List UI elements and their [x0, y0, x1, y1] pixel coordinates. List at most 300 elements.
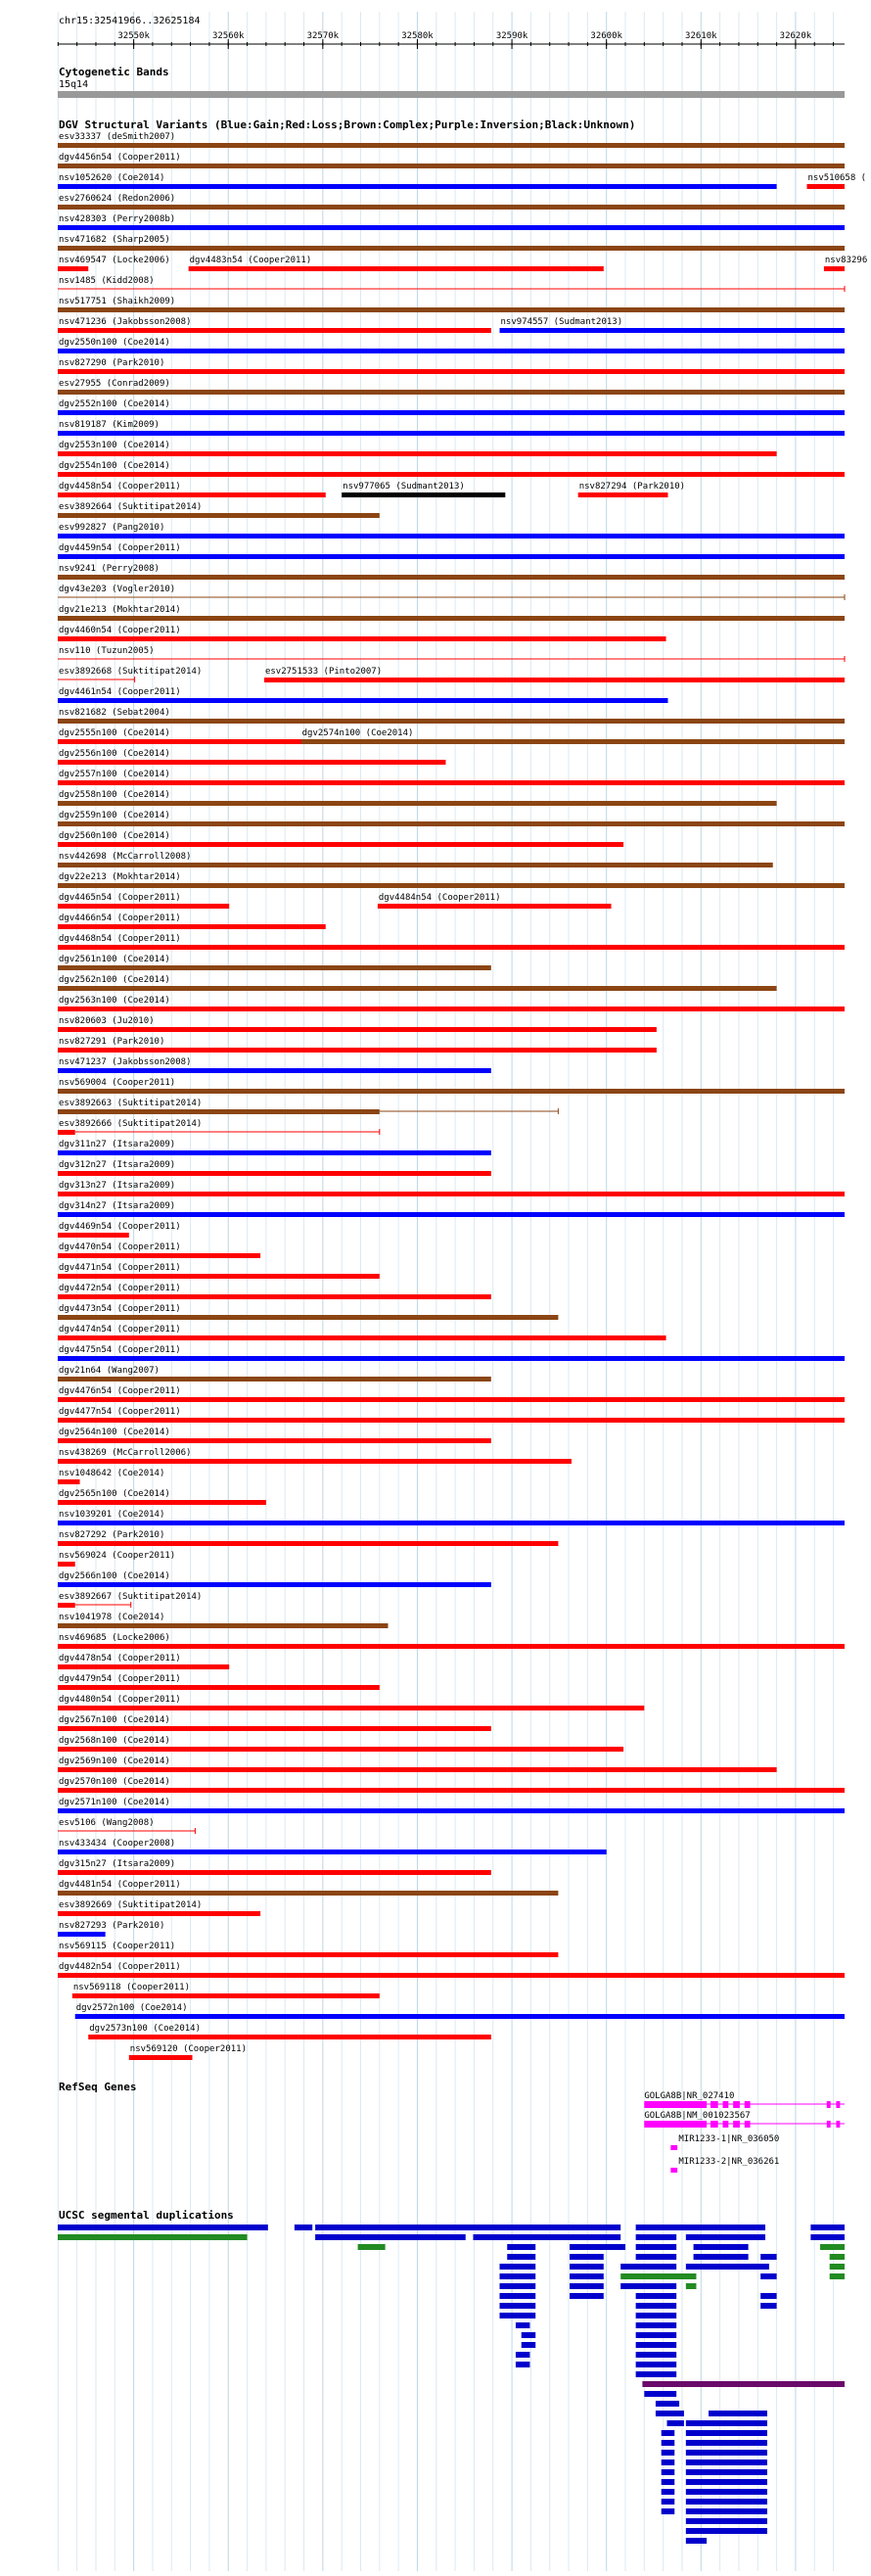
segdup-block[interactable]	[636, 2352, 677, 2358]
variant-bar[interactable]	[58, 1438, 491, 1443]
segdup-block[interactable]	[686, 2420, 767, 2426]
segdup-block[interactable]	[830, 2273, 845, 2279]
variant-label: dgv4482n54 (Cooper2011)	[59, 1962, 181, 1972]
variant-bar[interactable]	[58, 1007, 845, 1011]
segdup-block[interactable]	[686, 2518, 767, 2524]
variant-bar[interactable]	[58, 534, 845, 539]
variant-bar[interactable]	[58, 883, 845, 888]
variant-label: dgv2567n100 (Coe2014)	[59, 1715, 170, 1725]
cytoband-ideogram[interactable]	[58, 91, 845, 98]
segdup-block[interactable]	[662, 2508, 675, 2514]
variant-bar[interactable]	[58, 1459, 572, 1464]
refseq-track-title: RefSeq Genes	[59, 2081, 137, 2093]
variant-bar[interactable]	[58, 492, 326, 497]
variant-label: nsv827292 (Park2010)	[59, 1530, 165, 1540]
segdup-block[interactable]	[686, 2528, 767, 2534]
variant-bar[interactable]	[58, 842, 623, 847]
variant-bar[interactable]	[58, 1582, 491, 1587]
variant-bar[interactable]	[58, 1130, 75, 1135]
segdup-block[interactable]	[636, 2322, 677, 2328]
segdup-block[interactable]	[662, 2469, 675, 2475]
gene-exon[interactable]	[733, 2121, 740, 2128]
variant-bar[interactable]	[58, 1294, 491, 1299]
variant-bar[interactable]	[58, 246, 845, 251]
variant-bar[interactable]	[58, 1521, 845, 1525]
variant-bar[interactable]	[58, 1685, 380, 1690]
gene-exon[interactable]	[644, 2121, 707, 2128]
variant-bar[interactable]	[342, 492, 505, 497]
variant-label: dgv4483n54 (Cooper2011)	[189, 256, 312, 265]
variant-bar[interactable]	[58, 1870, 491, 1875]
variant-label: dgv2573n100 (Coe2014)	[89, 2024, 202, 2034]
variant-bar[interactable]	[58, 1562, 75, 1567]
ruler-tick-label: 32550k	[117, 31, 150, 41]
variant-bar[interactable]	[58, 863, 773, 867]
variant-label: dgv4481n54 (Cooper2011)	[59, 1880, 181, 1890]
gene-exon[interactable]	[836, 2121, 840, 2128]
segdup-block[interactable]	[709, 2411, 767, 2416]
segdup-block[interactable]	[507, 2244, 535, 2250]
variant-label: dgv2555n100 (Coe2014)	[59, 728, 170, 738]
segdup-block[interactable]	[686, 2469, 767, 2475]
variant-label: dgv2566n100 (Coe2014)	[59, 1571, 170, 1581]
ruler-tick-label: 32560k	[211, 31, 245, 41]
variant-label: dgv4473n54 (Cooper2011)	[59, 1304, 181, 1314]
ruler-tick-label: 32620k	[779, 31, 812, 41]
segdup-block[interactable]	[358, 2244, 386, 2250]
segdup-block[interactable]	[473, 2234, 620, 2240]
variant-label: dgv2554n100 (Coe2014)	[59, 461, 170, 471]
variant-bar[interactable]	[58, 1109, 380, 1114]
variant-label: dgv2564n100 (Coe2014)	[59, 1428, 170, 1437]
variant-label: esv27955 (Conrad2009)	[59, 379, 170, 389]
variant-label: nsv471682 (Sharp2005)	[59, 235, 170, 245]
segdup-block[interactable]	[810, 2234, 845, 2240]
variant-label: dgv4474n54 (Cooper2011)	[59, 1325, 181, 1335]
segdup-block[interactable]	[58, 2234, 248, 2240]
variant-label: dgv2557n100 (Coe2014)	[59, 770, 170, 779]
segdup-block[interactable]	[662, 2479, 675, 2485]
gene-label: GOLGA8B|NM_001023567	[644, 2111, 751, 2121]
segdup-block[interactable]	[694, 2254, 749, 2260]
variant-bar[interactable]	[58, 1747, 623, 1752]
variant-bar[interactable]	[58, 1952, 558, 1957]
variant-bar[interactable]	[58, 965, 491, 970]
segdup-block[interactable]	[686, 2459, 767, 2465]
variant-bar[interactable]	[58, 1253, 260, 1258]
variant-label: dgv22e213 (Mokhtar2014)	[59, 872, 181, 882]
variant-bar[interactable]	[58, 1397, 845, 1402]
variant-bar[interactable]	[58, 1664, 229, 1669]
variant-label: dgv2572n100 (Coe2014)	[75, 2003, 188, 2013]
variant-bar[interactable]	[58, 410, 845, 415]
variant-label: nsv977065 (Sudmant2013)	[343, 482, 465, 492]
segdup-block[interactable]	[500, 2303, 536, 2309]
segdup-block[interactable]	[636, 2371, 677, 2377]
gene-exon[interactable]	[711, 2101, 718, 2108]
variant-bar[interactable]	[58, 1808, 845, 1813]
segdup-block[interactable]	[830, 2254, 845, 2260]
segdup-block[interactable]	[295, 2225, 312, 2230]
segdup-block[interactable]	[662, 2459, 675, 2465]
variant-bar[interactable]	[58, 924, 326, 929]
segdup-block[interactable]	[686, 2283, 697, 2289]
segdup-block[interactable]	[620, 2273, 696, 2279]
variant-bar[interactable]	[58, 1212, 845, 1217]
variant-label: nsv974557 (Sudmant2013)	[500, 317, 623, 327]
variant-label: nsv9241 (Perry2008)	[59, 564, 160, 574]
segdup-block[interactable]	[570, 2244, 625, 2250]
variant-bar[interactable]	[578, 492, 668, 497]
gene-exon[interactable]	[711, 2121, 718, 2128]
segdup-block[interactable]	[522, 2332, 535, 2338]
variant-label: esv3892663 (Suktitipat2014)	[59, 1099, 203, 1108]
variant-label: dgv2568n100 (Coe2014)	[59, 1736, 170, 1746]
variant-label: nsv442698 (McCarroll2008)	[59, 852, 192, 862]
segdup-block[interactable]	[644, 2391, 676, 2397]
variant-bar[interactable]	[58, 1418, 845, 1423]
segdup-block[interactable]	[570, 2273, 604, 2279]
variant-label: esv992827 (Pang2010)	[59, 523, 165, 533]
variant-label: nsv827293 (Park2010)	[59, 1921, 165, 1931]
variant-bar[interactable]	[58, 1500, 266, 1505]
variant-bar[interactable]	[58, 636, 666, 641]
variant-bar[interactable]	[58, 451, 777, 456]
variant-bar[interactable]	[58, 780, 845, 785]
variant-label: dgv2562n100 (Coe2014)	[59, 975, 170, 985]
variant-label: dgv4468n54 (Cooper2011)	[59, 934, 181, 944]
variant-label: dgv2565n100 (Coe2014)	[59, 1489, 170, 1499]
variant-label: nsv469547 (Locke2006)	[59, 256, 170, 265]
variant-label: dgv4484n54 (Cooper2011)	[378, 893, 501, 903]
variant-label: dgv311n27 (Itsara2009)	[59, 1140, 176, 1149]
segdup-block[interactable]	[522, 2342, 535, 2348]
variant-bar[interactable]	[58, 1850, 607, 1854]
segdup-block[interactable]	[570, 2293, 604, 2299]
segdup-block[interactable]	[636, 2244, 677, 2250]
variant-label: dgv2569n100 (Coe2014)	[59, 1756, 170, 1766]
variant-label: nsv569024 (Cooper2011)	[59, 1551, 176, 1561]
variant-label: dgv4460n54 (Cooper2011)	[59, 626, 181, 635]
variant-bar[interactable]	[301, 739, 845, 744]
variant-label: esv3892664 (Suktitipat2014)	[59, 502, 203, 512]
variant-bar[interactable]	[58, 1048, 657, 1053]
variant-bar[interactable]	[58, 1068, 491, 1073]
variant-bar[interactable]	[88, 2035, 491, 2039]
variant-bar[interactable]	[58, 143, 845, 148]
variant-label: nsv569120 (Cooper2011)	[129, 2044, 248, 2054]
segdup-block[interactable]	[662, 2499, 675, 2505]
segdup-block[interactable]	[500, 2264, 536, 2270]
segdup-block[interactable]	[636, 2332, 677, 2338]
variant-label: dgv4472n54 (Cooper2011)	[59, 1284, 181, 1293]
variant-bar[interactable]	[58, 719, 845, 724]
variant-bar[interactable]	[58, 1233, 129, 1238]
variant-label: dgv314n27 (Itsara2009)	[59, 1201, 176, 1211]
gene-exon[interactable]	[836, 2101, 840, 2108]
segdup-block[interactable]	[636, 2254, 677, 2260]
variant-label: esv3892667 (Suktitipat2014)	[59, 1592, 203, 1602]
segdup-block[interactable]	[760, 2293, 776, 2299]
segdup-block[interactable]	[760, 2254, 776, 2260]
segdup-block[interactable]	[570, 2283, 604, 2289]
variant-label: nsv819187 (Kim2009)	[59, 420, 160, 430]
segdup-block[interactable]	[315, 2225, 620, 2230]
variant-bar[interactable]	[58, 225, 845, 230]
variant-label: dgv21n64 (Wang2007)	[59, 1366, 160, 1376]
gene-exon[interactable]	[827, 2101, 831, 2108]
gene-exon[interactable]	[827, 2121, 831, 2128]
variant-label: nsv83296	[824, 256, 868, 265]
variant-bar[interactable]	[58, 349, 845, 353]
gene-exon[interactable]	[723, 2101, 729, 2108]
mirna-gene-bar[interactable]	[670, 2168, 677, 2173]
segdup-block[interactable]	[656, 2401, 679, 2407]
ruler-tick-label: 32600k	[590, 31, 622, 41]
variant-label: dgv4476n54 (Cooper2011)	[59, 1386, 181, 1396]
variant-bar[interactable]	[58, 390, 845, 395]
variant-bar[interactable]	[500, 328, 845, 333]
variant-bar[interactable]	[58, 328, 491, 333]
variant-label: nsv827291 (Park2010)	[59, 1037, 165, 1047]
segdup-block[interactable]	[642, 2381, 845, 2387]
segdup-block[interactable]	[760, 2303, 776, 2309]
segdup-block[interactable]	[667, 2420, 684, 2426]
segdup-block[interactable]	[686, 2430, 767, 2436]
variant-label: dgv315n27 (Itsara2009)	[59, 1859, 176, 1869]
variant-bar[interactable]	[189, 266, 604, 271]
variant-bar[interactable]	[58, 1150, 491, 1155]
variant-label: dgv2550n100 (Coe2014)	[59, 338, 170, 348]
segdup-block[interactable]	[686, 2508, 767, 2514]
variant-bar[interactable]	[58, 513, 380, 518]
variant-label: dgv4477n54 (Cooper2011)	[59, 1407, 181, 1417]
variant-bar[interactable]	[58, 1479, 80, 1484]
variant-label: dgv4465n54 (Cooper2011)	[59, 893, 181, 903]
gene-label: GOLGA8B|NR_027410	[644, 2091, 735, 2101]
variant-bar[interactable]	[58, 1891, 558, 1896]
variant-bar[interactable]	[58, 307, 845, 312]
variant-bar[interactable]	[58, 1274, 380, 1279]
variant-bar[interactable]	[58, 1171, 491, 1176]
segdup-block[interactable]	[516, 2352, 529, 2358]
variant-label: dgv2574n100 (Coe2014)	[301, 728, 414, 738]
segdup-block[interactable]	[810, 2225, 845, 2230]
cytoband-label: 15q14	[59, 79, 89, 90]
segdup-block[interactable]	[662, 2489, 675, 2495]
segdup-block[interactable]	[620, 2283, 676, 2289]
variant-bar[interactable]	[58, 205, 845, 210]
variant-label: dgv43e203 (Vogler2010)	[59, 585, 176, 594]
variant-label: dgv4471n54 (Cooper2011)	[59, 1263, 181, 1273]
segdup-block[interactable]	[500, 2313, 536, 2318]
segmental-duplication-track[interactable]	[58, 2225, 845, 2544]
segdup-block[interactable]	[570, 2264, 604, 2270]
variant-bar[interactable]	[58, 575, 845, 580]
segdup-block[interactable]	[656, 2411, 684, 2416]
variant-label: esv33337 (deSmith2007)	[59, 132, 176, 142]
segdup-block[interactable]	[500, 2283, 536, 2289]
variant-label: dgv4478n54 (Cooper2011)	[59, 1654, 181, 1663]
variant-label: dgv2552n100 (Coe2014)	[59, 399, 170, 409]
variant-label: nsv569004 (Cooper2011)	[59, 1078, 176, 1088]
gene-exon[interactable]	[745, 2121, 751, 2128]
variant-bar[interactable]	[58, 1973, 845, 1978]
variant-label: dgv4466n54 (Cooper2011)	[59, 913, 181, 923]
variant-bar[interactable]	[58, 184, 777, 189]
segdup-block[interactable]	[830, 2264, 845, 2270]
variant-label: nsv820603 (Ju2010)	[59, 1016, 155, 1026]
segdup-block[interactable]	[636, 2303, 677, 2309]
variant-bar[interactable]	[58, 1644, 845, 1649]
gene-exon[interactable]	[723, 2121, 729, 2128]
gene-exon[interactable]	[745, 2101, 751, 2108]
variant-bar[interactable]	[378, 904, 612, 909]
variant-label: nsv1485 (Kidd2008)	[59, 276, 155, 286]
variant-label: nsv569115 (Cooper2011)	[59, 1942, 176, 1951]
variant-bar[interactable]	[58, 1089, 845, 1094]
segdup-block[interactable]	[686, 2450, 767, 2456]
variant-bar[interactable]	[58, 821, 845, 826]
segdup-block[interactable]	[686, 2264, 769, 2270]
segdup-block[interactable]	[686, 2538, 707, 2544]
variant-bar[interactable]	[75, 2014, 845, 2019]
variant-bar[interactable]	[58, 1315, 558, 1320]
variant-bar[interactable]	[58, 1788, 845, 1793]
variant-label: esv2751533 (Pinto2007)	[264, 667, 383, 677]
variant-label: nsv827294 (Park2010)	[578, 482, 686, 492]
variant-bar[interactable]	[58, 266, 88, 271]
ruler-tick-label: 32590k	[495, 31, 528, 41]
segdup-block[interactable]	[686, 2489, 767, 2495]
variant-bar[interactable]	[58, 1623, 389, 1628]
segdup-block[interactable]	[662, 2450, 675, 2456]
variant-bar[interactable]	[58, 1706, 644, 1710]
variant-bar[interactable]	[824, 266, 845, 271]
variant-bar[interactable]	[58, 698, 667, 703]
segdup-track-title: UCSC segmental duplications	[59, 2209, 234, 2222]
segdup-block[interactable]	[516, 2362, 529, 2367]
segdup-block[interactable]	[516, 2322, 529, 2328]
variant-bar[interactable]	[58, 472, 845, 477]
segdup-block[interactable]	[636, 2362, 677, 2367]
variant-label: dgv2558n100 (Coe2014)	[59, 790, 170, 800]
segdup-block[interactable]	[620, 2264, 676, 2270]
variant-label: dgv2553n100 (Coe2014)	[59, 441, 170, 450]
variant-label: dgv21e213 (Mokhtar2014)	[59, 605, 181, 615]
variant-label: dgv4470n54 (Cooper2011)	[59, 1242, 181, 1252]
variant-bar[interactable]	[58, 945, 845, 950]
variant-label: nsv110 (Tuzun2005)	[59, 646, 155, 656]
variant-bar[interactable]	[129, 2055, 193, 2060]
variant-bar[interactable]	[264, 678, 845, 682]
segdup-block[interactable]	[500, 2273, 536, 2279]
variant-label: nsv428303 (Perry2008b)	[59, 214, 176, 224]
variant-bar[interactable]	[58, 760, 445, 765]
variant-label: dgv4480n54 (Cooper2011)	[59, 1695, 181, 1705]
segdup-block[interactable]	[507, 2254, 535, 2260]
segdup-block[interactable]	[686, 2479, 767, 2485]
variant-bar[interactable]	[58, 801, 777, 806]
gene-exon[interactable]	[644, 2101, 707, 2108]
segdup-block[interactable]	[686, 2499, 767, 2505]
variant-label: esv3892666 (Suktitipat2014)	[59, 1119, 203, 1129]
variant-label: dgv2570n100 (Coe2014)	[59, 1777, 170, 1787]
ruler-tick-label: 32610k	[685, 31, 717, 41]
variant-bar[interactable]	[58, 1911, 260, 1916]
variant-bar[interactable]	[58, 164, 845, 168]
gene-label: MIR1233-1|NR_036050	[678, 2134, 780, 2144]
variant-label: nsv517751 (Shaikh2009)	[59, 297, 176, 306]
segdup-block[interactable]	[315, 2234, 466, 2240]
segdup-block[interactable]	[636, 2234, 677, 2240]
variant-label: dgv312n27 (Itsara2009)	[59, 1160, 176, 1170]
variant-bar[interactable]	[58, 904, 229, 909]
variant-label: dgv4469n54 (Cooper2011)	[59, 1222, 181, 1232]
segdup-block[interactable]	[820, 2244, 845, 2250]
segdup-block[interactable]	[686, 2440, 767, 2446]
variant-bar[interactable]	[58, 1541, 558, 1546]
variant-label: nsv1048642 (Coe2014)	[59, 1469, 165, 1478]
segdup-block[interactable]	[694, 2244, 749, 2250]
variant-label: dgv2559n100 (Coe2014)	[59, 811, 170, 820]
segdup-block[interactable]	[500, 2293, 536, 2299]
dgv-variant-track[interactable]	[58, 132, 867, 2060]
variant-bar[interactable]	[58, 1027, 657, 1032]
variant-bar[interactable]	[58, 1335, 666, 1340]
variant-label: nsv471237 (Jakobsson2008)	[59, 1057, 192, 1067]
segdup-block[interactable]	[662, 2440, 675, 2446]
variant-bar[interactable]	[58, 1377, 491, 1382]
dgv-track-title: DGV Structural Variants (Blue:Gain;Red:Loss;Brown:Complex;Purple:Inversion;Black:Unknown)	[59, 118, 636, 131]
cytoband-track-title: Cytogenetic Bands	[59, 66, 169, 78]
segdup-block[interactable]	[636, 2313, 677, 2318]
variant-bar[interactable]	[58, 369, 845, 374]
coordinate-ruler[interactable]	[58, 31, 845, 49]
variant-bar[interactable]	[72, 1993, 380, 1998]
variant-label: dgv2560n100 (Coe2014)	[59, 831, 170, 841]
segdup-block[interactable]	[760, 2273, 776, 2279]
variant-bar[interactable]	[58, 1932, 106, 1937]
variant-label: nsv569118 (Cooper2011)	[72, 1983, 191, 1992]
variant-bar[interactable]	[58, 1603, 75, 1608]
variant-bar[interactable]	[58, 554, 845, 559]
mirna-gene-bar[interactable]	[670, 2145, 677, 2150]
variant-bar[interactable]	[58, 986, 777, 991]
variant-label: nsv1052620 (Coe2014)	[59, 173, 165, 183]
variant-bar[interactable]	[58, 616, 845, 621]
variant-bar[interactable]	[58, 1767, 777, 1772]
variant-label: dgv2571n100 (Coe2014)	[59, 1798, 170, 1807]
segdup-block[interactable]	[636, 2293, 677, 2299]
segdup-block[interactable]	[570, 2254, 604, 2260]
segdup-block[interactable]	[686, 2234, 765, 2240]
segdup-block[interactable]	[636, 2225, 765, 2230]
variant-bar[interactable]	[58, 1192, 845, 1196]
gene-exon[interactable]	[733, 2101, 740, 2108]
variant-bar[interactable]	[807, 184, 845, 189]
variant-bar[interactable]	[58, 1726, 491, 1731]
segdup-block[interactable]	[636, 2342, 677, 2348]
variant-label: nsv510658 (	[807, 173, 867, 183]
variant-label: esv3892668 (Suktitipat2014)	[59, 667, 203, 677]
variant-bar[interactable]	[58, 1356, 845, 1361]
variant-bar[interactable]	[58, 431, 845, 436]
variant-label: nsv827290 (Park2010)	[59, 358, 165, 368]
segdup-block[interactable]	[58, 2225, 268, 2230]
variant-label: dgv2556n100 (Coe2014)	[59, 749, 170, 759]
segdup-block[interactable]	[662, 2430, 675, 2436]
